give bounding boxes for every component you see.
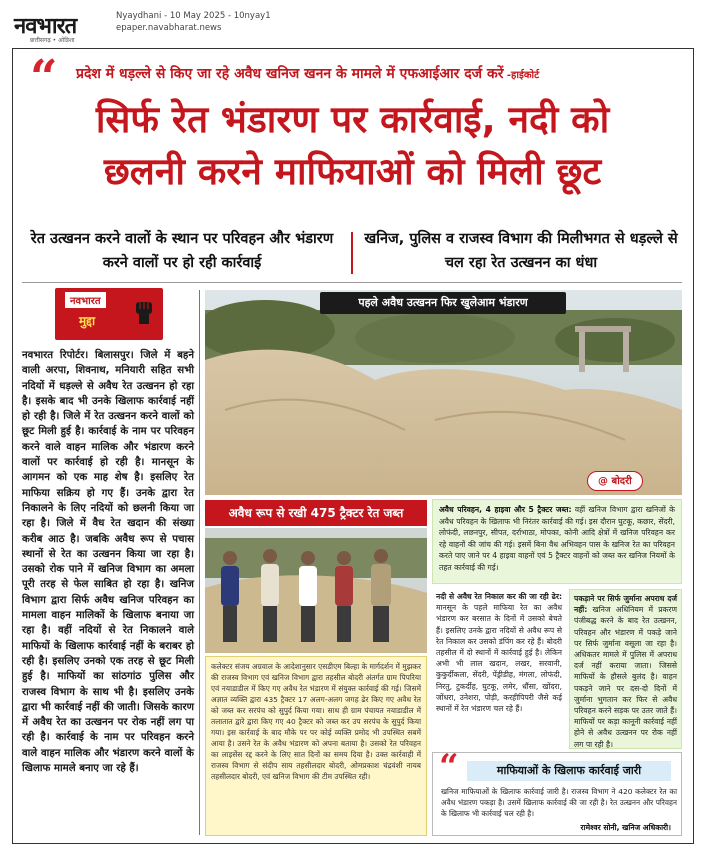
officials-photo	[205, 528, 427, 653]
logo-subtitle: छत्तीसगढ़ • ओडिशा	[30, 37, 75, 44]
location-tag: @ बोदरी	[587, 471, 643, 491]
quote-icon: “	[30, 50, 58, 106]
epaper-site: epaper.navabharat.news	[116, 23, 222, 33]
quote-icon: “	[439, 747, 459, 787]
left-column-story: नवभारत रिपोर्टर। बिलासपुर। जिले में बहने वाली अरपा, शिवनाथ, मनियारी सहित सभी नदियों में धड़ल्ले से अवैध रेत उत्खनन हो रहा है। इसके बाद भी उनके खिलाफ कार्रवाई नहीं हो रही है। जिले में रेत उत्खनन करने वालों को छूट मिली हुई है। कार्रवाई के नाम पर परिवहन करने वाले वाहन मालिक और भंडारण करने वालों पर कार्रवाई हो रही है। मानसून के आगमन को एक माह शेष है। इसलिए रेत माफिया सक्रिय हो गए हैं। उनके द्वारा रेत निकालने के लिए नदियों को छलनी किया जा रहा है। जिले में वैध रेत खदान की संख्या करीब आठ है। जबकि अवैध रूप से पचास स्थानों से रेत का उत्खनन किया जा रहा है। उसको रोक पाने में खनिज विभाग का अमला पूरी तरह से फेल साबित हो रहा है। खनिज विभाग द्वारा सिर्फ अवैध खनिज परिवहन का मामला वाहन मालिकों के खिलाफ बनाया जा रहा है। वहीं नदियों से रेत निकालने वाले माफियों के खिलाफ कार्रवाई नहीं के बराबर हो रही है। इसलिए उनको एक तरह से छूट मिली हुई है। माफियों का सांठगांठ पुलिस और राजस्व विभाग के साथ भी है। इसलिए उनके द्वारा भी कार्रवाई नहीं की जाती। जिसके कारण में अवैध रेत का उत्खनन पर रोक नहीं लग पा रही है। कार्रवाई के नाम पर परिवहन करने वाले वाहन मालिक और भंडारण करने वालों के खिलाफ मामले बनाए जा रहे हैं।	[22, 350, 194, 775]
column-divider	[199, 290, 200, 835]
section-divider	[22, 282, 682, 283]
newspaper-logo: नवभारत	[14, 13, 77, 39]
seizure-strap: अवैध रूप से रखी 475 ट्रैक्टर रेत जब्त	[205, 500, 427, 526]
quote-box-signature: रामेश्वर सोनी, खनिज अधिकारी।	[580, 823, 671, 832]
quote-box-title: माफियाओं के खिलाफ कार्रवाई जारी	[467, 761, 671, 781]
river-sand-story	[432, 589, 566, 749]
fine-only-story	[569, 589, 682, 749]
story-top-text: वहीं खनिज विभाग द्वारा खनिजों के अवैध परिवहन के खिलाफ भी निरंतर कार्रवाई की गई। इस दौरान घुटकू, कछार, सेंदरी, लोफंदी, लछनपुर, सीपत, दर्राभाठा, मोपका, कोनी आदि क्षेत्रों में खनिज परिवहन कर रहे वाहनों की जांच की गई। इसमें बिना वैध अभिवहन पास के खनिज रेत का परिवहन करते पाए जाने पर 4 हाइवा वाहनों एवं 5 ट्रैक्टर वाहनों को जब्त कर खनिज नियमों के तहत कार्रवाई की गई।	[439, 505, 676, 572]
masthead	[0, 0, 705, 48]
story-mid-text: मानसून के पहले माफिया रेत का अवैध भंडारण कर बरसात के दिनों में उसको बेचते हैं। इसलिए उनके द्वारा नदियों से अवैध रूप से रेत निकाल कर उसको डंपिंग कर रहे हैं। बोदरी तहसील में दो स्थानों में कार्रवाई हुई है। लेकिन अभी भी लाल खदान, लखर, सरवानी, कुकुर्दीकला, सेंदरी, पेंड्रीडीह, मंगला, लोफंदी, निरतु, टुकर्दीह, घुटकू, लमेर, धौंसा, खोंदरा, जोंधरा, उनेशरा, पोड़ी, करहीपिपरी जैसे कई स्थानों में रेत भंडारण चल रहे हैं।	[436, 603, 562, 714]
story-top-lead: अवैध परिवहन, 4 हाइवा और 5 ट्रैक्टर जब्त:	[439, 505, 572, 514]
mudda-word: मुद्दा	[79, 314, 96, 328]
photo-caption-story: कलेक्टर संजय अग्रवाल के आदेशानुसार एसडीएम बिल्हा के मार्गदर्शन में मुझकर की राजस्व विभाग एवं खनिज विभाग द्वारा तहसील बोदरी अंतर्गत ग्राम पिपरिया एवं नयाडाडील में किए गए अवैध रेत भंडारण में संयुक्त कार्रवाई की गई। जिसमें अज्ञात व्यक्ति द्वारा 435 ट्रैक्टर 17 अलग-अलग जगह ढेर किए गए अवैध रेत को जब्त कर सरपंच को सुपुर्द किया गया। साथ ही ग्राम पंचायत नयाडाडील में तलातात द्वारे द्वारा किए गए 40 ट्रैक्टर को जब्त कर उप सरपंच के सुपुर्द किया गया। इस कार्रवाई के बाद मौके पर पर कोई व्यक्ति प्रमोद भी उपस्थित सबमें आया है। उसने रेत के अवैध भंडारण को अपना बताया है। उसको रेत परिवहन का लाइसेंस रद्द करने के लिए सात दिनों का समय दिया है। उक्त कार्रवाही में राजस्व विभाग से संदीप साय तहसीलदार बोदरी, ओमप्रकाश चंद्रवंशी नायब तहसीलदार बोदरी, एवं खनिज विभाग की टीम उपस्थित रही।	[205, 656, 427, 836]
deck-right: खनिज, पुलिस व राजस्व विभाग की मिलीभगत से धड़ल्ले से चल रहा रेत उत्खनन का धंधा	[364, 231, 678, 271]
official-quote-box	[432, 747, 682, 836]
mudda-badge	[55, 288, 163, 340]
headline-line-2: छलनी करने माफियाओं को मिली छूट	[103, 150, 602, 193]
edition-meta	[116, 10, 271, 34]
fist-icon	[131, 296, 157, 326]
kicker-text	[76, 64, 539, 83]
sand-pile-photo	[205, 290, 682, 495]
kicker	[30, 50, 685, 106]
story-side-text: खनिज अधिनियम में प्रकरण पंजीबद्ध करने के बाद रेत उत्खनन, परिवहन और भंडारण में पकड़े जाने पर सिर्फ जुर्माना वसूला जा रहा है। अधिकतर मामले में पुलिस में अपराध दर्ज नहीं कराया जाता। जिससे माफियों के हौसले बुलंद है। वाहन पकड़ने जाने पर दस-दो दिनों में जुर्माना भुगतान कर फिर से अवैध परिवहन करने सड़क पर उतर जाते हैं। माफियों पर कड़ा कानूनी कार्रवाई नहीं होने से अवैध उत्खनन पर रोक नहीं लग पा रही है।	[574, 605, 677, 749]
deck-divider	[351, 232, 353, 274]
story-mid-lead: नदी से अवैध रेत निकाल कर की जा रही ढेर:	[436, 592, 562, 601]
deck-left: रेत उत्खनन करने वालों के स्थान पर परिवहन और भंडारण करने वालों पर हो रही कार्रवाई	[30, 231, 334, 271]
mudda-brand: नवभारत	[65, 292, 106, 308]
story-side-lead: पकड़ाने पर सिर्फ जुर्माना अपराध दर्ज नहीं:	[574, 594, 677, 615]
transport-seizure-story	[432, 499, 682, 584]
kicker-source: -हाईकोर्ट	[503, 70, 540, 81]
photo-label: पहले अवैध उत्खनन फिर खुलेआम भंडारण	[320, 292, 566, 314]
kicker-main: प्रदेश में धड़ल्ले से किए जा रहे अवैध खनिज खनन के मामले में एफआईआर दर्ज करें	[76, 66, 504, 82]
page-title	[20, 94, 685, 198]
edition-line: Nyaydhani - 10 May 2025 - 10nyay1	[116, 11, 271, 21]
headline-line-1: सिर्फ रेत भंडारण पर कार्रवाई, नदी को	[95, 98, 610, 141]
quote-box-text: खनिज माफियाओं के खिलाफ कार्रवाई जारी है। राजस्व विभाग ने 420 कलेक्टर रेत का अवैध भंडारण पकड़ा है। उसमें खिलाफ कार्रवाई की जा रही है। रेत उत्खनन और परिवहन के खिलाफ भी कार्रवाई चल रही है।	[441, 787, 677, 818]
